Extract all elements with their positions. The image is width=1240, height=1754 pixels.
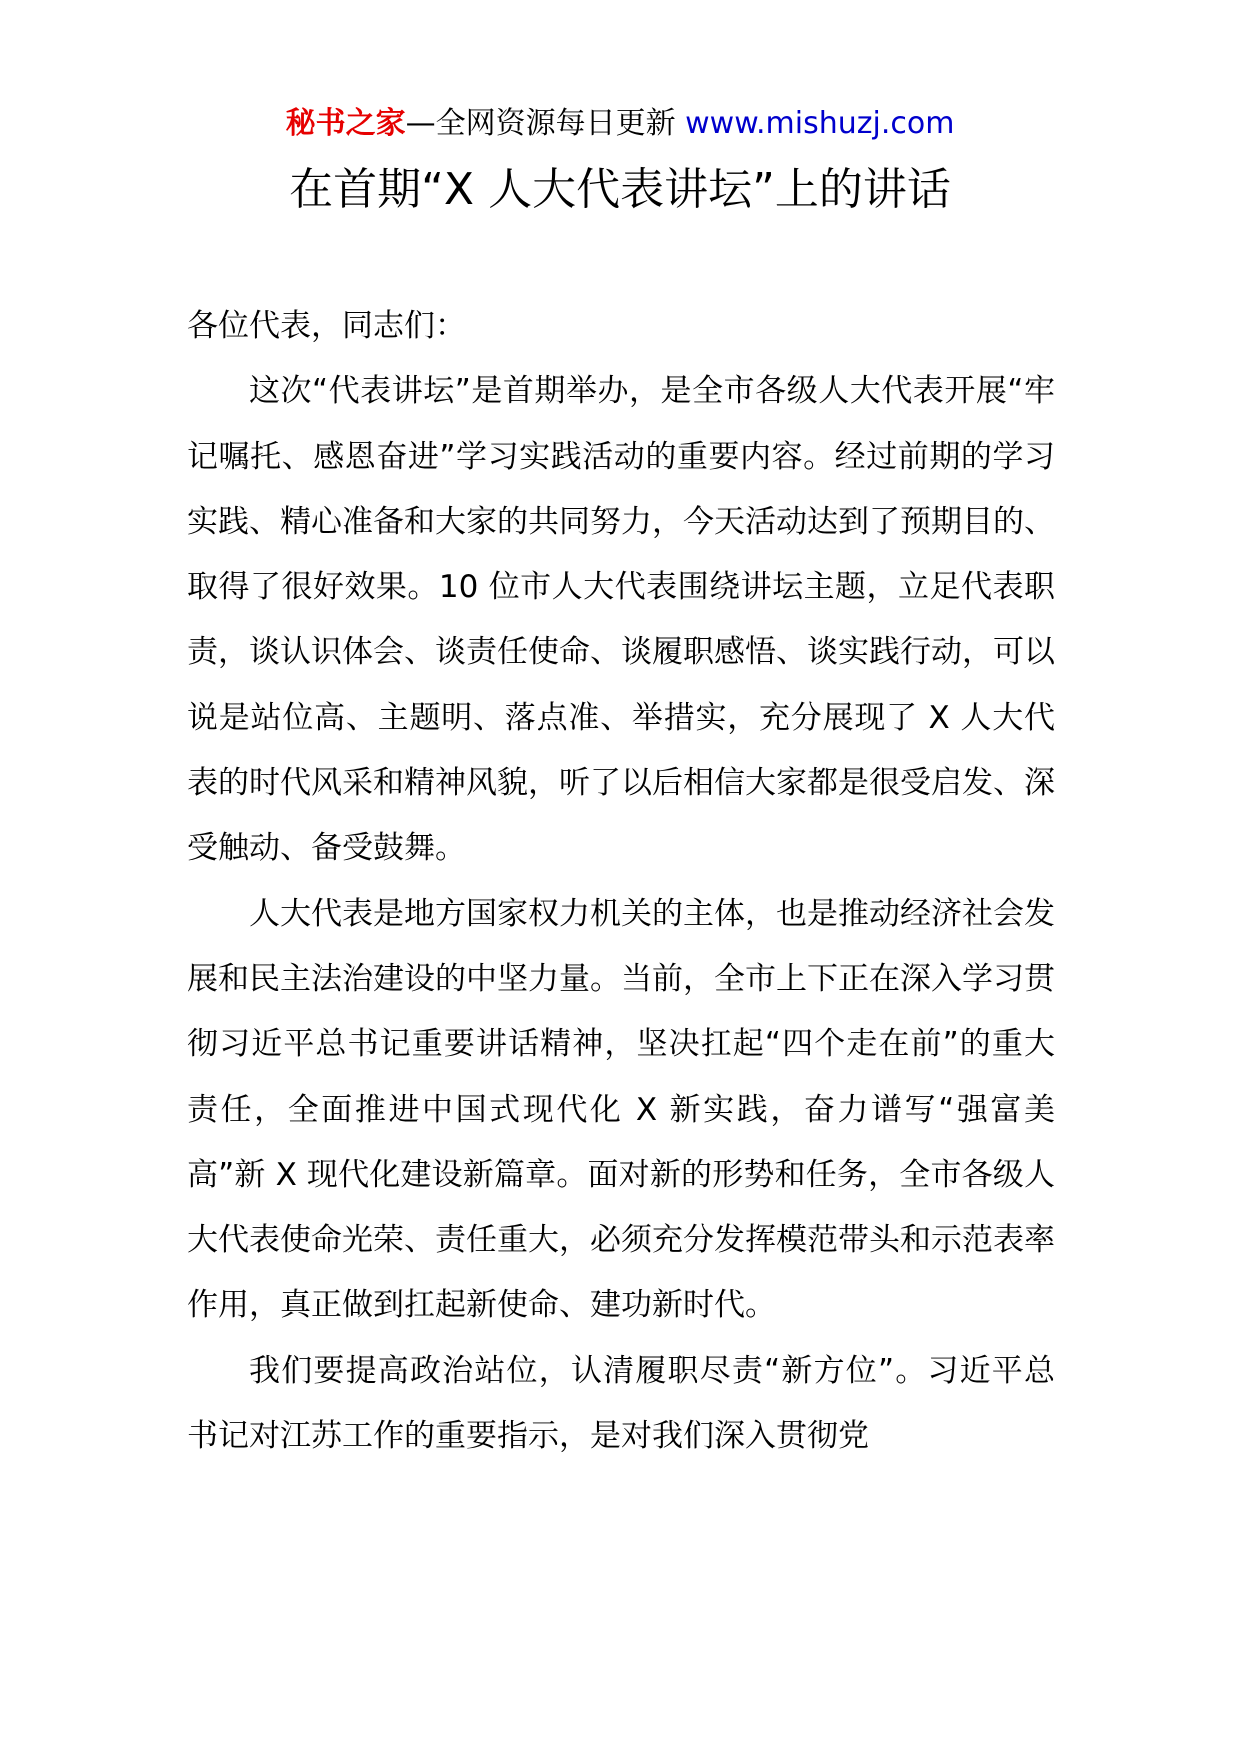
- header-tagline: —全网资源每日更新: [405, 106, 686, 141]
- paragraph: 我们要提高政治站位，认清履职尽责“新方位”。习近平总书记对江苏工作的重要指示，是对我们深入贯彻党: [187, 1352, 1055, 1455]
- paragraph: 人大代表是地方国家权力机关的主体，也是推动经济社会发展和民主法治建设的中坚力量。当前，全市上下正在深入学习贯彻习近平总书记重要讲话精神，坚决扛起“四个走在前”的重大责任，全面推进中国式现代化 X 新实践，奋力谱写“强富美高”新 X 现代化建设新篇章。面对新的形势和任务，全市各级人大代表使命光荣、责任重大，必须充分发挥模范带头和示范表率作用，真正做到扛起新使命、建功新时代。: [187, 895, 1055, 1324]
- brand-name: 秘书之家: [285, 106, 406, 141]
- salutation: 各位代表，同志们：: [187, 308, 466, 344]
- document-body: [187, 294, 1055, 1469]
- paragraph: 这次“代表讲坛”是首期举办，是全市各级人大代表开展“牢记嘱托、感恩奋进”学习实践活动的重要内容。经过前期的学习实践、精心准备和大家的共同努力，今天活动达到了预期目的、取得了很好效果。10 位市人大代表围绕讲坛主题，立足代表职责，谈认识体会、谈责任使命、谈履职感悟、谈实践行动，可以说是站位高、主题明、落点准、举措实，充分展现了 X 人大代表的时代风采和精神风貌，听了以后相信大家都是很受启发、深受触动、备受鼓舞。: [187, 373, 1055, 867]
- site-url-link[interactable]: www.mishuzj.com: [685, 106, 955, 141]
- document-title: 在首期“X 人大代表讲坛”上的讲话: [289, 164, 951, 215]
- site-header: [0, 104, 1240, 144]
